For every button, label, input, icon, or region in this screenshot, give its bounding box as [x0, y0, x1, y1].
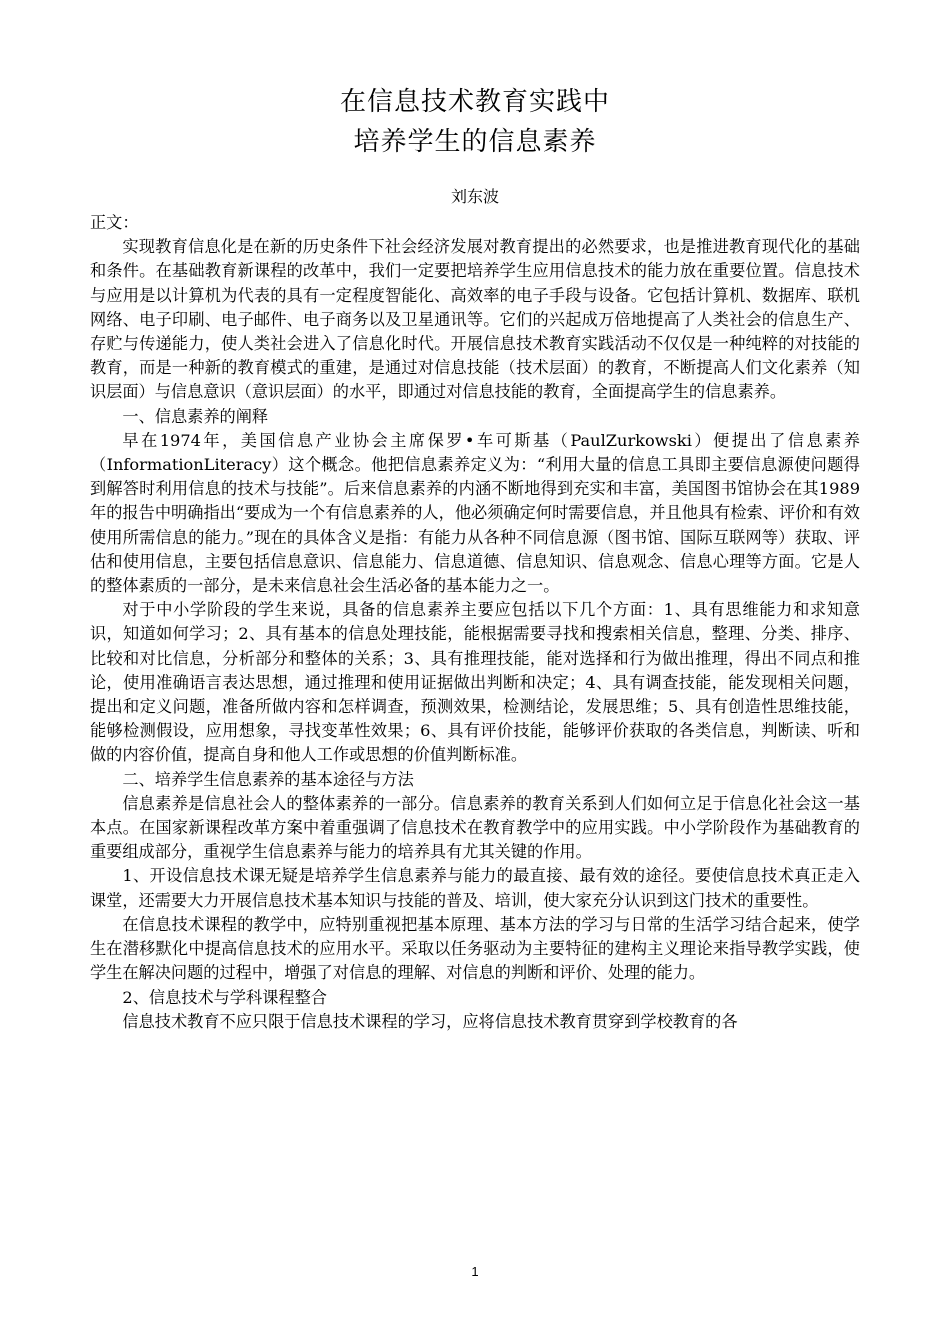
- paragraph-student-literacy: 对于中小学阶段的学生来说，具备的信息素养主要应包括以下几个方面：1、具有思维能力和求知意识，知道如何学习；2、具有基本的信息处理技能，能根据需要寻找和搜索相关信息，整理、分类、排序、比较和对比信息，分析部分和整体的关系；3、具有推理技能，能对选择和行为做出推理，得出不同点和推论，使用准确语言表达思想，通过推理和使用证据做出判断和决定；4、具有调查技能，能发现相关问题，提出和定义问题，准备所做内容和怎样调查，预测效果，检测结论，发展思维；5、具有创造性思维技能，能够检测假设，应用想象，寻找变革性效果；6、具有评价技能，能够评价获取的各类信息，判断读、听和做的内容价值，提高自身和他人工作或思想的价值判断标准。: [90, 600, 860, 765]
- section-heading-2: 二、培养学生信息素养的基本途径与方法: [122, 769, 414, 789]
- subheading-integration: 2、信息技术与学科课程整合: [122, 987, 327, 1007]
- paragraph-integration: 信息技术教育不应只限于信息技术课程的学习，应将信息技术教育贯穿到学校教育的各: [122, 1011, 738, 1031]
- paragraph-definition: 早在1974年，美国信息产业协会主席保罗•车可斯基（PaulZurkowski）便提出了信息素养（InformationLiteracy）这个概念。他把信息素养定义为：“利用大量的信息工具即主要信息源使问题得到解答时利用信息的技术与技能”。后来信息素养的内涵不断地得到充实和丰富，美国图书馆协会在其1989年的报告中明确指出“要成为一个有信息素养的人，他必须确定何时需要信息，并且他具有检索、评价和有效使用所需信息的能力。”现在的具体含义是指：有能力从各种不同信息源（图书馆、国际互联网等）获取、评估和使用信息，主要包括信息意识、信息能力、信息道德、信息知识、信息观念、信息心理等方面。它是人的整体素质的一部分，是未来信息社会生活必备的基本能力之一。: [90, 430, 860, 596]
- title-line-1: 在信息技术教育实践中: [339, 87, 610, 117]
- document-body: [90, 211, 860, 1034]
- paragraph-course: 1、开设信息技术课无疑是培养学生信息素养与能力的最直接、最有效的途径。要使信息技术真正走入课堂，还需要大力开展信息技术基本知识与技能的普及、培训，使大家充分认识到这门技术的重要性。: [90, 866, 860, 910]
- paragraph-overview: 信息素养是信息社会人的整体素养的一部分。信息素养的教育关系到人们如何立足于信息化社会这一基本点。在国家新课程改革方案中着重强调了信息技术在教育教学中的应用实践。中小学阶段作为基础教育的重要组成部分，重视学生信息素养与能力的培养具有尤其关键的作用。: [90, 793, 860, 862]
- paragraph-teaching: 在信息技术课程的教学中，应特别重视把基本原理、基本方法的学习与日常的生活学习结合起来，使学生在潜移默化中提高信息技术的应用水平。采取以任务驱动为主要特征的建构主义理论来指导教学实践，使学生在解决问题的过程中，增强了对信息的理解、对信息的判断和评价、处理的能力。: [90, 914, 860, 983]
- author-name: 刘东波: [450, 187, 499, 206]
- page-number: 1: [471, 1264, 479, 1279]
- title-block: [0, 82, 950, 162]
- paragraph-intro: 实现教育信息化是在新的历史条件下社会经济发展对教育提出的必然要求，也是推进教育现代化的基础和条件。在基础教育新课程的改革中，我们一定要把培养学生应用信息技术的能力放在重要位置。信息技术与应用是以计算机为代表的具有一定程度智能化、高效率的电子手段与设备。它包括计算机、数据库、联机网络、电子印刷、电子邮件、电子商务以及卫星通讯等。它们的兴起成万倍地提高了人类社会的信息生产、存贮与传递能力，使人类社会进入了信息化时代。开展信息技术教育实践活动不仅仅是一种纯粹的对技能的教育，而是一种新的教育模式的重建，是通过对信息技能（技术层面）的教育，不断提高人们文化素养（知识层面）与信息意识（意识层面）的水平，即通过对信息技能的教育，全面提高学生的信息素养。: [90, 237, 860, 402]
- section-heading-1: 一、信息素养的阐释: [122, 406, 269, 426]
- title-line-2: 培养学生的信息素养: [353, 127, 597, 157]
- body-label: 正文：: [90, 213, 139, 232]
